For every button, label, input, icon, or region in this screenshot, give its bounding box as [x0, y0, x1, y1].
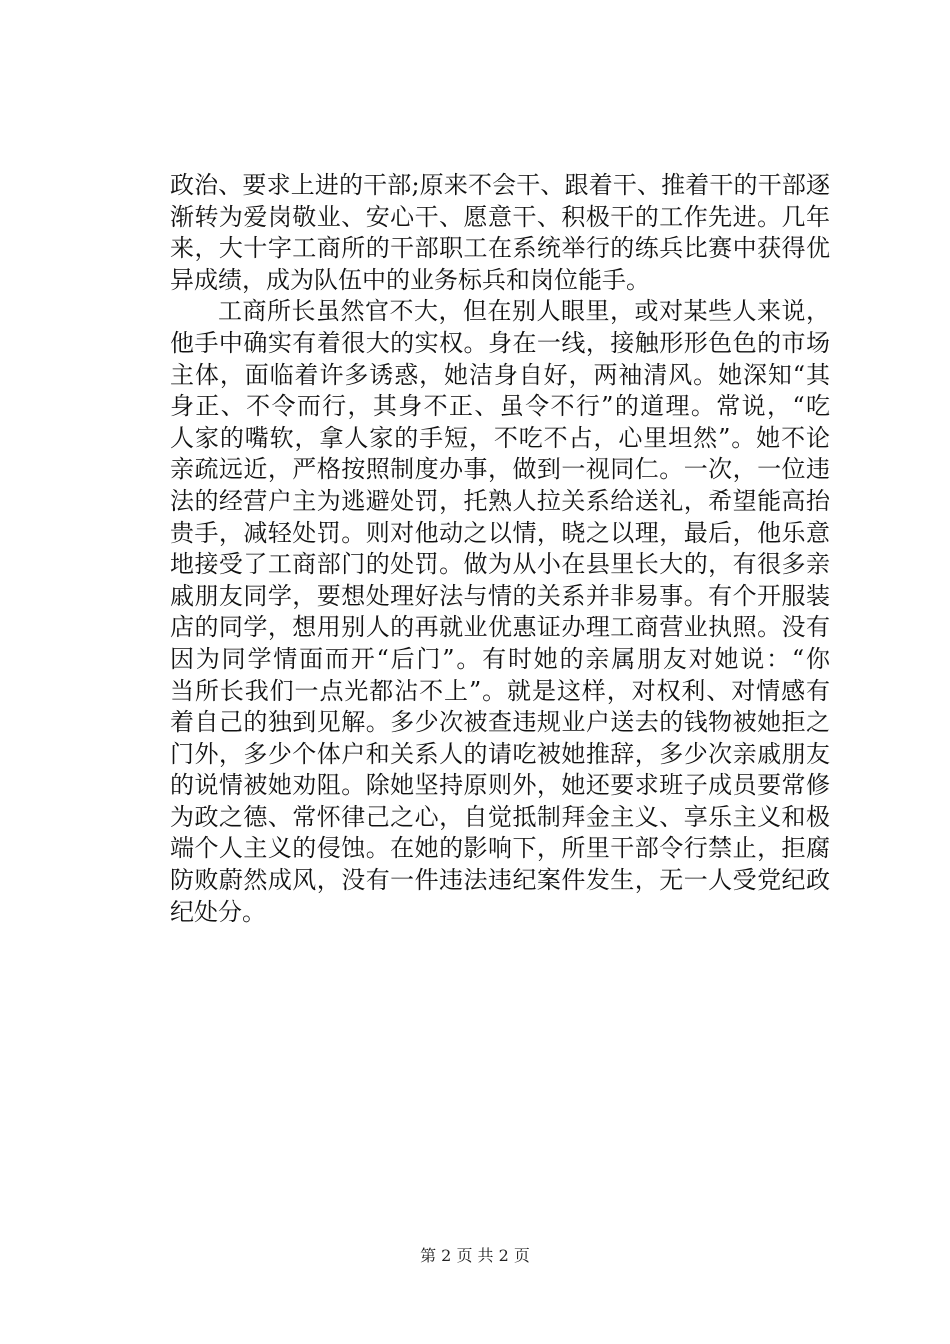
text-line: 门外，多少个体户和关系人的请吃被她推辞，多少次亲戚朋友: [170, 739, 830, 768]
text-line: 工商所长虽然官不大，但在别人眼里，或对某些人来说，: [218, 297, 830, 326]
text-line: 亲疏远近，严格按照制度办事，做到一视同仁。一次，一位违: [170, 455, 830, 484]
text-line: 为政之德、常怀律己之心，自觉抵制拜金主义、享乐主义和极: [170, 802, 830, 831]
text-line: 渐转为爱岗敬业、安心干、愿意干、积极干的工作先进。几年: [170, 202, 830, 231]
document-body: [170, 170, 830, 928]
text-line: 的说情被她劝阻。除她坚持原则外，她还要求班子成员要常修: [170, 771, 830, 800]
text-line: 政治、要求上进的干部;原来不会干、跟着干、推着干的干部逐: [170, 171, 830, 199]
text-line: 地接受了工商部门的处罚。做为从小在县里长大的，有很多亲: [170, 550, 830, 579]
text-line: 法的经营户主为逃避处罚，托熟人拉关系给送礼，希望能高抬: [170, 486, 830, 515]
text-line: 着自己的独到见解。多少次被查违规业户送去的钱物被她拒之: [170, 708, 830, 737]
text-line: 身正、不令而行，其身不正、虽令不行”的道理。常说，“吃: [170, 392, 830, 421]
paragraph-1: [170, 170, 830, 296]
text-line: 纪处分。: [170, 897, 266, 926]
paragraph-2: [170, 296, 830, 928]
page-footer: [0, 1246, 950, 1266]
text-line: 贵手，减轻处罚。则对他动之以情，晓之以理，最后，他乐意: [170, 518, 830, 547]
text-line: 因为同学情面而开“后门”。有时她的亲属朋友对她说：“你: [170, 644, 830, 673]
text-line: 他手中确实有着很大的实权。身在一线，接触形形色色的市场: [170, 328, 830, 357]
text-line: 来，大十字工商所的干部职工在系统举行的练兵比赛中获得优: [170, 234, 830, 263]
text-line: 戚朋友同学，要想处理好法与情的关系并非易事。有个开服装: [170, 581, 830, 610]
text-line: 店的同学，想用别人的再就业优惠证办理工商营业执照。没有: [170, 613, 830, 642]
text-line: 防败蔚然成风，没有一件违法违纪案件发生，无一人受党纪政: [170, 866, 830, 895]
page-number: 第 2 页 共 2 页: [420, 1246, 530, 1265]
text-line: 当所长我们一点光都沾不上”。就是这样，对权利、对情感有: [170, 676, 830, 705]
text-line: 人家的嘴软，拿人家的手短，不吃不占，心里坦然”。她不论: [170, 423, 830, 452]
text-line: 端个人主义的侵蚀。在她的影响下，所里干部令行禁止，拒腐: [170, 834, 830, 863]
text-line: 主体，面临着许多诱惑，她洁身自好，两袖清风。她深知“其: [170, 360, 830, 389]
text-line: 异成绩，成为队伍中的业务标兵和岗位能手。: [170, 265, 650, 294]
